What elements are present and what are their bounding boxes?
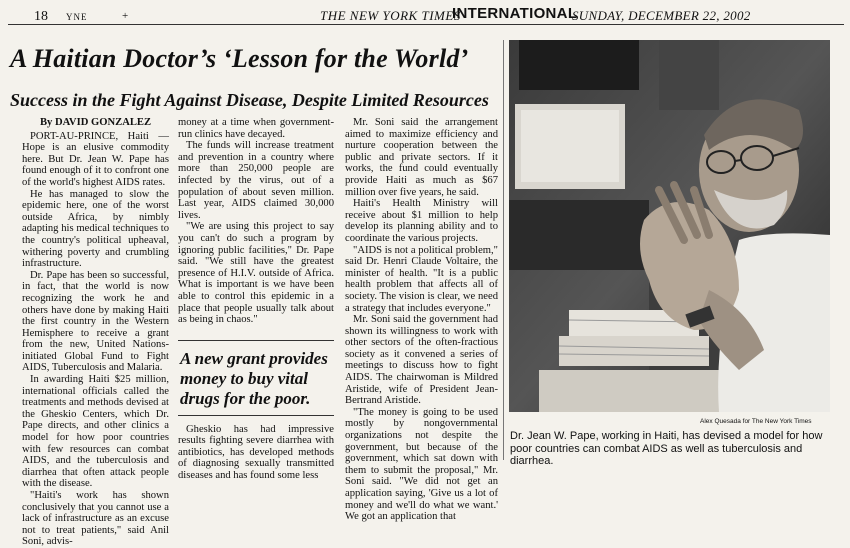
paragraph: PORT-AU-PRINCE, Haiti — Hope is an elusive commodity here. But Dr. Jean W. Pape has found enough of it to confront one of the world's highest AIDS rates. [22,130,169,188]
byline-name: DAVID GONZALEZ [54,117,152,128]
byline [22,117,169,129]
photo-caption: Dr. Jean W. Pape, working in Haiti, has devised a model for how poor countries can combat AIDS as well as tuberculosis and diarrhea. [510,430,823,467]
paragraph: He has managed to slow the epidemic here, one of the worst outside Africa, by nimbly adapting his medical techniques to the country's political upheaval, withering poverty and crumbling infrastructure. [22,188,169,270]
headline: A Haitian Doctor’s ‘Lesson for the World’ [10,44,469,73]
pullquote-rule-top [178,340,334,341]
page-number: 18 [34,9,48,24]
paragraph: "Haiti's work has shown conclusively that you cannot use a lack of infrastructure as an excuse not to treat patients," said Anil Soni, advis- [22,490,169,548]
issue-date: SUNDAY, DECEMBER 22, 2002 [572,8,751,23]
paragraph: Mr. Soni said the arrangement aimed to maximize efficiency and nurture cooperation between the public and private sectors. If it works, the fund could eventually provide Haiti as much as $67 million over five years, he said. [345,117,498,198]
article-column-3 [345,117,498,523]
subheadline: Success in the Fight Against Disease, Despite Limited Resources [10,90,489,110]
paragraph: The funds will increase treatment and prevention in a country where more than 250,000 people are infected by the virus, out of a population of about seven million. Last year, AIDS claimed 30,000 lives. [178,140,334,221]
paragraph: "We are using this project to say you can't do such a program by ignoring public facilities," Dr. Pape said. "We still have the greatest presence of H.I.V. outside of Africa. What is important is we have been able to control this epidemic in a place that people usually talk about as being in chaos." [178,221,334,326]
paragraph: "The money is going to be used mostly by nongovernmental organizations not despite the government, but because of the government, which sat down with them to submit the proposal," Mr. Soni said. "We did not get an application saying, 'Give us a lot of money and we'll do what we want.' We got an application that [345,406,498,523]
registration-mark: + [122,10,129,22]
paragraph: "AIDS is not a political problem," said Dr. Henri Claude Voltaire, the minister of health. "It is a public health problem that affects all of society. The vision is clear, we need a strategy that includes everyone." [345,244,498,314]
paragraph: Gheskio has had impressive results fighting severe diarrhea with antibiotics, has developed methods of diagnosing sexually transmitted diseases and has found some less [178,423,334,482]
article-column-2 [178,117,334,482]
paragraph: money at a time when government-run clinics have decayed. [178,117,334,140]
paragraph: Haiti's Health Ministry will receive about $1 million to help develop its planning ability and to coordinate the various projects. [345,198,498,244]
photo-illustration [509,40,830,412]
photo-credit: Alex Quesada for The New York Times [700,418,812,425]
pullquote: A new grant provides money to buy vital drugs for the poor. [180,348,328,408]
newspaper-name: THE NEW YORK TIMES [320,8,461,23]
section-name: INTERNATIONAL [452,5,578,22]
header-rule [8,24,844,25]
paragraph: Dr. Pape has been so successful, in fact, that the world is now recognizing the work he and others have done by making Haiti the first country in the Western Hemisphere to receive a grant from the new, United Nations-initiated Global Fund to Fight AIDS, Tuberculosis and Malaria. [22,269,169,374]
photo-dr-pape [509,40,830,412]
paragraph: In awarding Haiti $25 million, international officials called the treatments and methods devised at the Gheskio Centers, which Dr. Pape directs, and other clinics a model for how poor countries with few resources can combat AIDS, and the tuberculosis and diarrhea that often attack people with the disease. [22,374,169,490]
byline-by: By [39,117,53,128]
paragraph: Mr. Soni said the government had shown its willingness to work with other sectors of the often-fractious society as it convened a series of meetings to discuss how to fight AIDS. The chairwoman is Mildred Aristide, wife of President Jean-Bertrand Aristide. [345,314,498,407]
edition-code: YNE [66,12,88,22]
article-column-1 [22,117,169,548]
column-divider [503,40,504,460]
pullquote-rule-bottom [178,415,334,416]
